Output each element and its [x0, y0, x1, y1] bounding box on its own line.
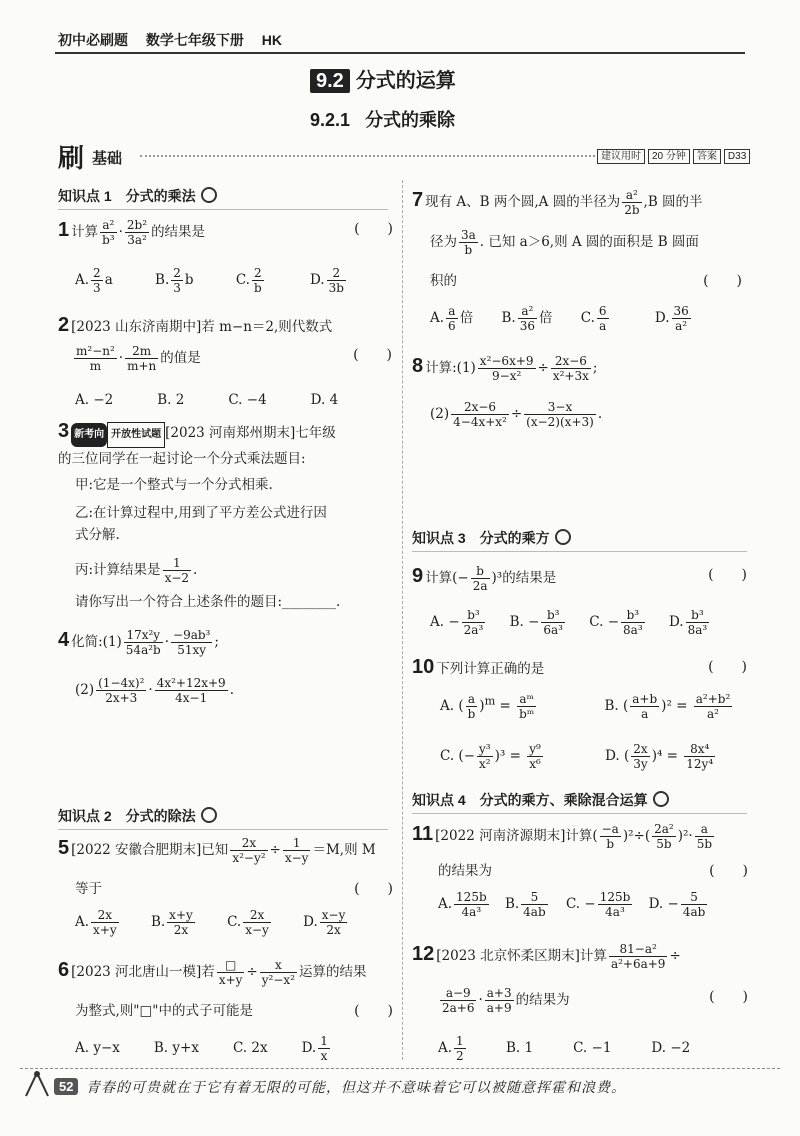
question-5: 5 [2022 安徽合肥期末]已知 $\frac{2x}{\text{x²−y²}}$ ÷ $\frac{1}{x-y}$ ＝M,则 M — [58, 836, 376, 865]
question-12: 12 [2023 北京怀柔区期末]计算 $\frac{\text{81−a²}}{\text{a²+6a+9}}$ ÷ — [412, 942, 681, 971]
question-1: 1 计算 $\frac{\text{a²}}{\text{b³}}$ · $\frac{\text{2b²}}{\text{3a²}}$ 的结果是 ( ) — [58, 218, 393, 247]
book-edition: HK — [261, 32, 283, 48]
footer-rule — [20, 1068, 780, 1069]
q10-options-cd: C. (− $\frac{\text{y³}}{\text{x²}}$ )³ = $\frac{\text{y⁹}}{\text{x⁶}}$ D. ( $\frac{2x}{3y}$ )⁴ = $\frac{\text{8x⁴}}{\text{12y⁴}}$ — [440, 742, 714, 771]
subsection-title: 9.2.1 分式的乘除 — [310, 110, 456, 130]
book-title: 初中必刷题 — [58, 32, 128, 48]
running-header — [58, 30, 296, 50]
knowledge-point-3: 知识点 3 分式的乘方 — [412, 528, 747, 552]
q11-line2: 的结果为 ( ) — [438, 863, 748, 879]
section-number: 9.2 — [310, 69, 350, 93]
section-title — [310, 64, 456, 93]
question-10: 10 下列计算正确的是 ( ) — [412, 656, 747, 678]
section-name: 分式的运算 — [355, 70, 456, 92]
q1-options: A. $\frac{2}{3}$ a B. $\frac{2}{3}$ b C. $\frac{2}{b}$ D. $\frac{2}{3b}$ — [75, 266, 344, 295]
q9-options: A. − $\frac{\text{b³}}{\text{2a³}}$ B. − $\frac{\text{b³}}{\text{6a³}}$ C. − $\frac{\text{b³}}{\text{8a³}}$ D. $\frac{\text{b³}}{\text{8a³}}$ — [430, 608, 708, 637]
q2-expr: $\frac{\text{m²−n²}}{m}$ · $\frac{2m}{m+n}$ 的值是 ( ) — [76, 344, 392, 373]
compass-icon — [22, 1070, 52, 1098]
shua-glyph: 刷 — [58, 144, 85, 174]
q7-line3: 积的 ( ) — [430, 273, 742, 289]
q10-options-ab: A. ( $\frac{a}{b}$ )$^m$ = $\frac{\text{aᵐ}}{\text{bᵐ}}$ B. ( $\frac{a+b}{a}$ )² = $\frac{\text{a²+b²}}{\text{a²}}$ — [440, 692, 731, 721]
question-4: 4 化简:(1) $\frac{\text{17x²y}}{\text{54a²b}}$ · $\frac{\text{−9ab³}}{51xy}$ ; — [58, 628, 219, 657]
target-icon — [201, 187, 217, 203]
target-icon — [555, 529, 571, 545]
q8-part2: (2) $\frac{2x-6}{\text{4−4x+x²}}$ ÷ $\frac{3-x}{(x-2)(x+3)}$ . — [430, 400, 603, 429]
page-number: 52 — [54, 1078, 78, 1095]
question-6: 6 [2023 河北唐山一模]若 $\frac{□}{x+y}$ ÷ $\frac{x}{\text{y²−x²}}$ 运算的结果 — [58, 958, 367, 987]
q3-body: 甲:它是一个整式与一个分式相乘. 乙:在计算过程中,用到了平方差公式进行因 式分解. 丙:计算结果是 $\frac{1}{x-2}$ . 请你写出一个符合上述条件的题目:________. — [75, 477, 341, 610]
q12-line2: $\frac{a-9}{2a+6}$ · $\frac{a+3}{a+9}$ 的结果为 ( ) — [442, 986, 748, 1015]
knowledge-point-1: 知识点 1 分式的乘法 — [58, 186, 388, 210]
q4-part2: (2) $\frac{\text{(1−4x)²}}{2x+3}$ · $\frac{\text{4x²+12x+9}}{4x-1}$ . — [75, 676, 234, 705]
q5-line2: 等于 ( ) — [75, 881, 393, 897]
question-8: 8 计算:(1) $\frac{\text{x²−6x+9}}{\text{9−x²}}$ ÷ $\frac{2x-6}{\text{x²+3x}}$ ; — [412, 354, 598, 383]
question-3: 3 新考向 开放性试题 [2023 河南郑州期末]七年级 的三位同学在一起讨论一个分式乘法题目: — [58, 420, 336, 467]
jichu-label: 基础 — [92, 150, 123, 167]
time-box: 建议用时 20 分钟 答案 D33 — [597, 147, 753, 162]
q11-options: A. $\frac{125b}{\text{4a³}}$ B. $\frac{5}{4ab}$ C. − $\frac{125b}{\text{4a³}}$ D. − $\frac{5}{4ab}$ — [438, 890, 706, 919]
banner-dots — [140, 155, 595, 157]
question-2: 2 [2023 山东济南期中]若 m−n＝2,则代数式 — [58, 314, 333, 336]
footer-motto: 青春的可贵就在于它有着无限的可能，但这并不意味着它可以被随意挥霍和浪费。 — [86, 1080, 626, 1096]
question-9: 9 计算(− $\frac{b}{2a}$ )³的结果是 ( ) — [412, 564, 747, 593]
question-11: 11 [2022 河南济源期末]计算( $\frac{-a}{b}$ )²÷( $\frac{\text{2a²}}{5b}$ )²· $\frac{a}{5b}$ — [412, 822, 713, 851]
column-divider — [402, 180, 404, 1060]
q12-options: A. $\frac{1}{2}$ B. 1 C. −1 D. −2 — [438, 1034, 691, 1063]
book-subject: 数学七年级下册 — [145, 32, 244, 48]
q7-line2: 径为 $\frac{3a}{b}$ . 已知 a＞6,则 A 圆的面积是 B 圆面 — [430, 228, 699, 257]
target-icon — [201, 807, 217, 823]
target-icon — [653, 791, 669, 807]
q2-options: A. −2 B. 2 C. −4 D. 4 — [75, 392, 339, 408]
q5-options: A. $\frac{2x}{x+y}$ B. $\frac{x+y}{2x}$ C. $\frac{2x}{x-y}$ D. $\frac{x-y}{2x}$ — [75, 908, 346, 937]
header-rule — [55, 52, 745, 54]
knowledge-point-4: 知识点 4 分式的乘方、乘除混合运算 — [412, 790, 747, 814]
q7-options: A. $\frac{a}{6}$ 倍 B. $\frac{\text{a²}}{36}$ 倍 C. $\frac{6}{a}$ D. $\frac{36}{\text{a²}}$ — [430, 304, 689, 333]
q6-options: A. y−x B. y+x C. 2x D. $\frac{1}{x}$ — [75, 1034, 328, 1063]
q6-line2: 为整式,则"□"中的式子可能是 ( ) — [75, 1003, 393, 1019]
question-7: 7 现有 A、B 两个圆,A 圆的半径为 $\frac{\text{a²}}{2b}$ ,B 圆的半 — [412, 188, 703, 217]
knowledge-point-2: 知识点 2 分式的除法 — [58, 806, 388, 830]
